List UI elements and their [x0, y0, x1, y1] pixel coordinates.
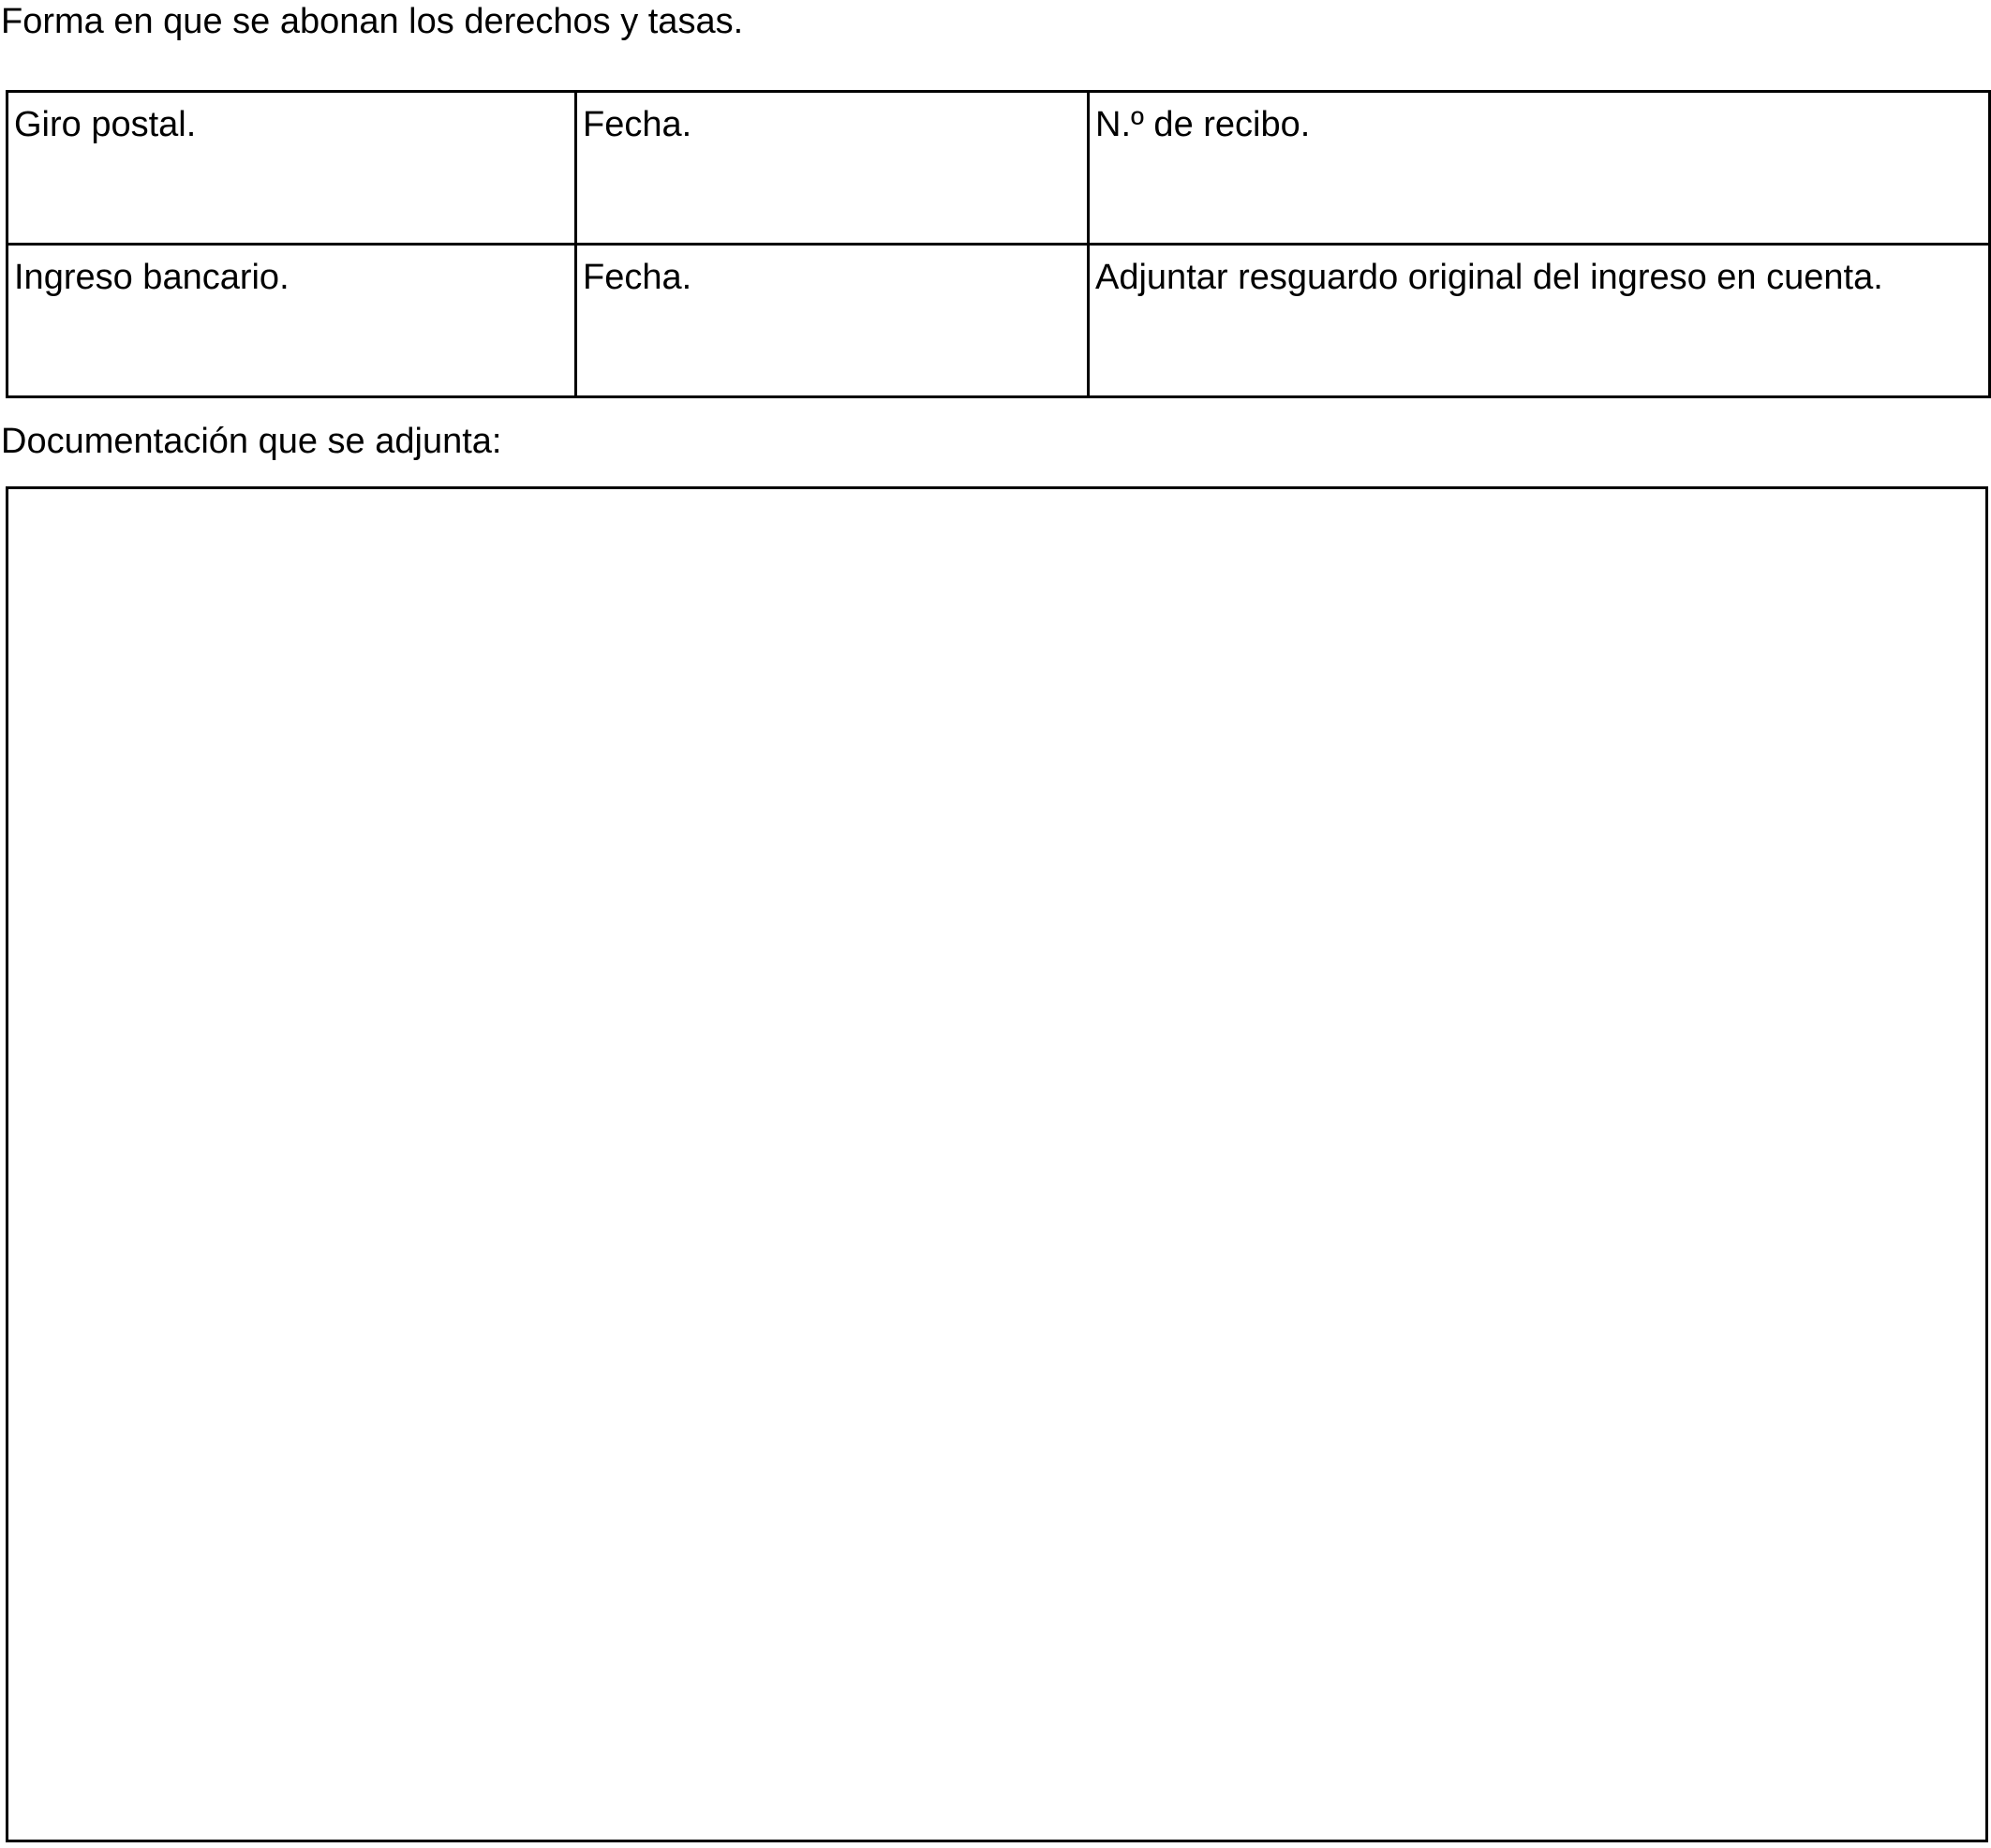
attached-documentation-box[interactable] — [6, 486, 1988, 1842]
payment-method-cell[interactable]: Ingreso bancario. — [7, 245, 576, 397]
date-cell[interactable]: Fecha. — [576, 245, 1089, 397]
receipt-number-cell[interactable]: N.º de recibo. — [1089, 92, 1990, 245]
payment-methods-table — [6, 90, 1991, 398]
attachment-note-cell[interactable]: Adjuntar resguardo original del ingreso en cuenta. — [1089, 245, 1990, 397]
date-cell[interactable]: Fecha. — [576, 92, 1089, 245]
payment-method-cell[interactable]: Giro postal. — [7, 92, 576, 245]
payment-section-heading: Forma en que se abonan los derechos y tasas. — [1, 2, 744, 41]
documentation-section-heading: Documentación que se adjunta: — [1, 422, 502, 461]
table-row — [7, 92, 1990, 245]
table-row — [7, 245, 1990, 397]
